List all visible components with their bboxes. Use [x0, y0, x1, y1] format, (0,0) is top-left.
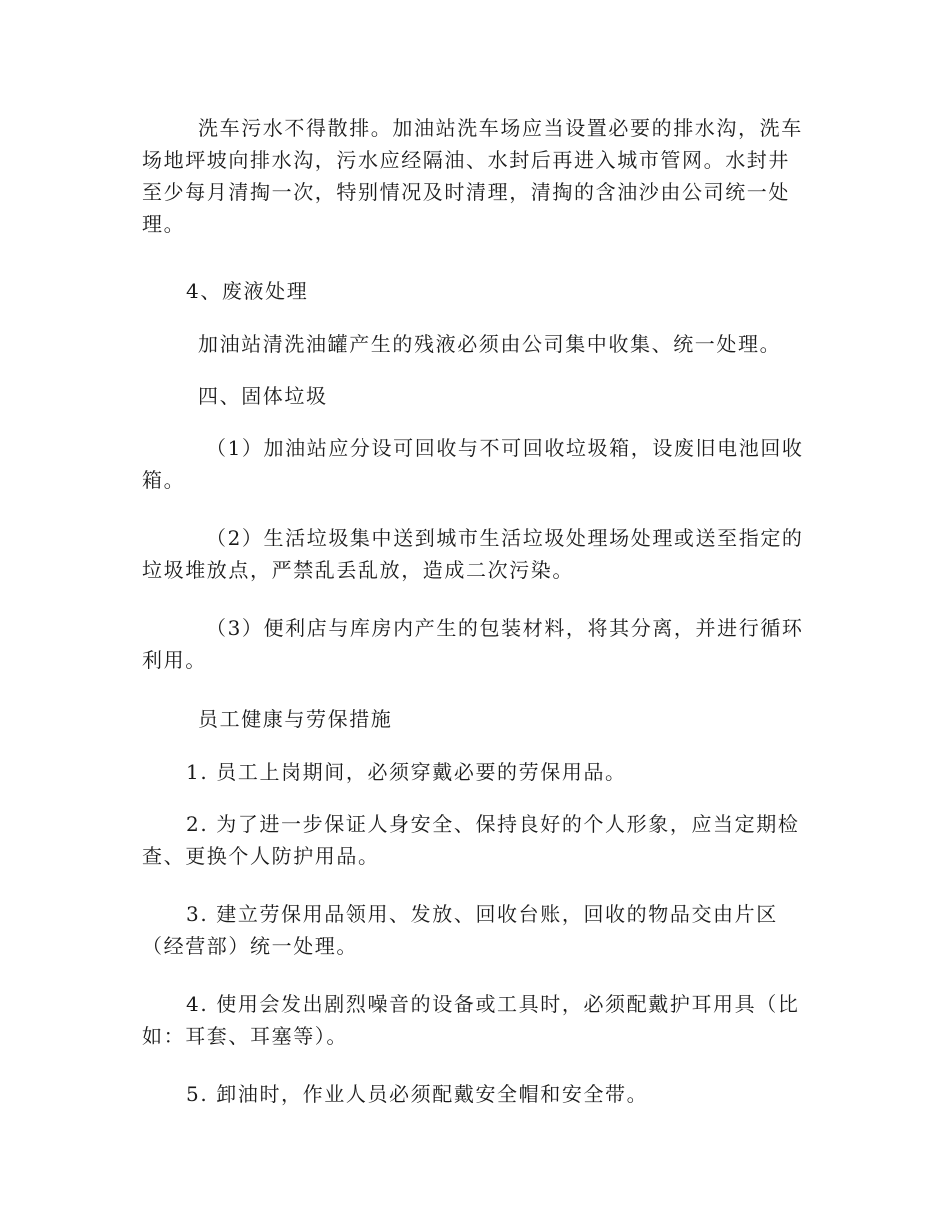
text-line: 1. 员工上岗期间，必须穿戴必要的劳保用品。 [186, 760, 627, 784]
paragraph-health-4 [142, 988, 812, 1052]
text-line: 3. 建立劳保用品领用、发放、回收台账，回收的物品交由片区 [186, 902, 778, 926]
paragraph-health-3 [142, 898, 812, 962]
text-line: 如：耳套、耳塞等）。 [142, 1024, 348, 1048]
text-line: 加油站清洗油罐产生的残液必须由公司集中收集、统一处理。 [198, 332, 782, 356]
text-line: （3）便利店与库房内产生的包装材料，将其分离，并进行循环 [206, 616, 804, 640]
text-line: 2. 为了进一步保证人身安全、保持良好的个人形象，应当定期检 [186, 812, 800, 836]
text-line: 5. 卸油时，作业人员必须配戴安全帽和安全带。 [186, 1082, 649, 1106]
text-line: 箱。 [142, 468, 186, 492]
text-line: 理。 [142, 212, 186, 236]
paragraph-solid-3 [142, 612, 812, 676]
heading-solid-waste [142, 380, 812, 412]
paragraph-health-2 [142, 808, 812, 872]
paragraph-health-1 [142, 756, 812, 788]
text-line: 垃圾堆放点，严禁乱丢乱放，造成二次污染。 [142, 558, 574, 582]
text-line: （1）加油站应分设可回收与不可回收垃圾箱，设废旧电池回收 [206, 436, 804, 460]
text-line: 利用。 [142, 648, 207, 672]
paragraph-solid-2 [142, 522, 812, 586]
text-line: （2）生活垃圾集中送到城市生活垃圾处理场处理或送至指定的 [206, 526, 804, 550]
paragraph-wash-water [142, 112, 812, 240]
heading-waste-liquid [142, 275, 812, 307]
text-line: 查、更换个人防护用品。 [142, 844, 380, 868]
text-line: 场地坪坡向排水沟，污水应经隔油、水封后再进入城市管网。水封井 [142, 148, 790, 172]
text-line: 至少每月清掏一次，特别情况及时清理，清掏的含油沙由公司统一处 [142, 180, 790, 204]
paragraph-waste-liquid [142, 328, 812, 360]
text-line: 4、废液处理 [186, 279, 309, 303]
text-line: 员工健康与劳保措施 [198, 707, 393, 731]
paragraph-solid-1 [142, 432, 812, 496]
text-line: 洗车污水不得散排。加油站洗车场应当设置必要的排水沟，洗车 [198, 116, 803, 140]
paragraph-health-5 [142, 1078, 812, 1110]
heading-employee-health [142, 703, 812, 735]
text-line: 4. 使用会发出剧烈噪音的设备或工具时，必须配戴护耳用具（比 [186, 992, 800, 1016]
text-line: （经营部）统一处理。 [142, 934, 358, 958]
text-line: 四、固体垃圾 [198, 384, 328, 408]
